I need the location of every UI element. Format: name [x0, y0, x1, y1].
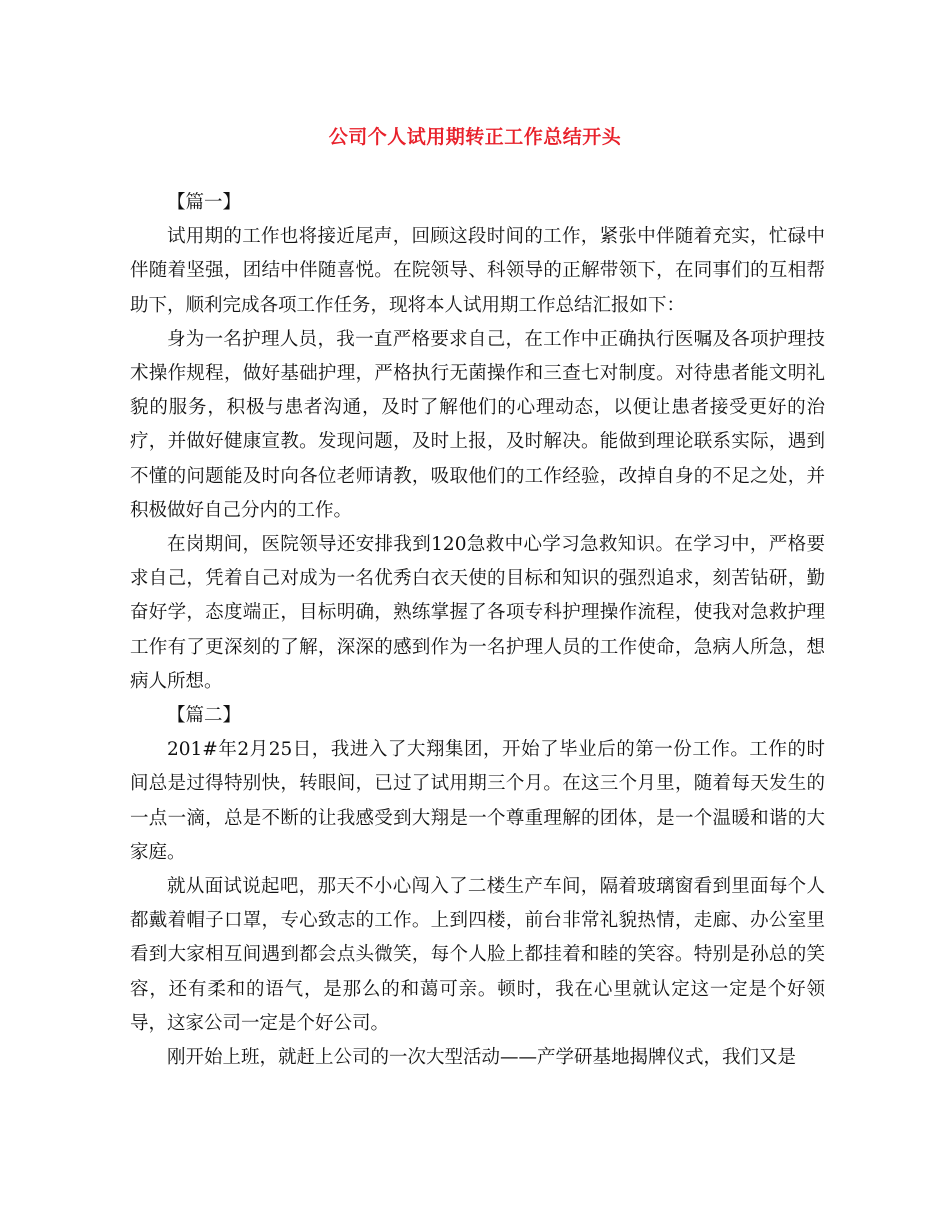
- document-title: 公司个人试用期转正工作总结开头: [328, 126, 622, 148]
- paragraph: 在岗期间，医院领导还安排我到120急救中心学习急救知识。在学习中，严格要求自己，凭着自己对成为一名优秀白衣天使的目标和知识的强烈追求，刻苦钻研，勤奋好学，态度端正，目标明确，熟练掌握了各项专科护理操作流程，使我对急救护理工作有了更深刻的了解，深深的感到作为一名护理人员的工作使命，急病人所急，想病人所想。: [130, 534, 825, 692]
- section-heading: 【篇一】: [167, 192, 242, 213]
- paragraph: 201#年2月25日，我进入了大翔集团，开始了毕业后的第一份工作。工作的时间总是过得特别快，转眼间，已过了试用期三个月。在这三个月里，随着每天发生的一点一滴，总是不断的让我感受到大翔是一个尊重理解的团体，是一个温暖和谐的大家庭。: [130, 739, 825, 863]
- paragraph: 试用期的工作也将接近尾声，回顾这段时间的工作，紧张中伴随着充实，忙碌中伴随着坚强，团结中伴随喜悦。在院领导、科领导的正解带领下，在同事们的互相帮助下，顺利完成各项工作任务，现将本人试用期工作总结汇报如下：: [130, 226, 825, 316]
- section-heading: 【篇二】: [167, 705, 242, 727]
- paragraph: 刚开始上班，就赶上公司的一次大型活动——产学研基地揭牌仪式，我们又是: [167, 1047, 797, 1069]
- document-body: [130, 186, 825, 1075]
- paragraph: 身为一名护理人员，我一直严格要求自己，在工作中正确执行医嘱及各项护理技术操作规程，做好基础护理，严格执行无菌操作和三查七对制度。对待患者能文明礼貌的服务，积极与患者沟通，及时了解他们的心理动态，以便让患者接受更好的治疗，并做好健康宣教。发现问题，及时上报，及时解决。能做到理论联系实际，遇到不懂的问题能及时向各位老师请教，吸取他们的工作经验，改掉自身的不足之处，并积极做好自己分内的工作。: [130, 328, 825, 521]
- paragraph: 就从面试说起吧，那天不小心闯入了二楼生产车间，隔着玻璃窗看到里面每个人都戴着帽子口罩，专心致志的工作。上到四楼，前台非常礼貌热情，走廊、办公室里看到大家相互间遇到都会点头微笑，每个人脸上都挂着和睦的笑容。特别是孙总的笑容，还有柔和的语气，是那么的和蔼可亲。顿时，我在心里就认定这一定是个好领导，这家公司一定是个好公司。: [130, 876, 825, 1034]
